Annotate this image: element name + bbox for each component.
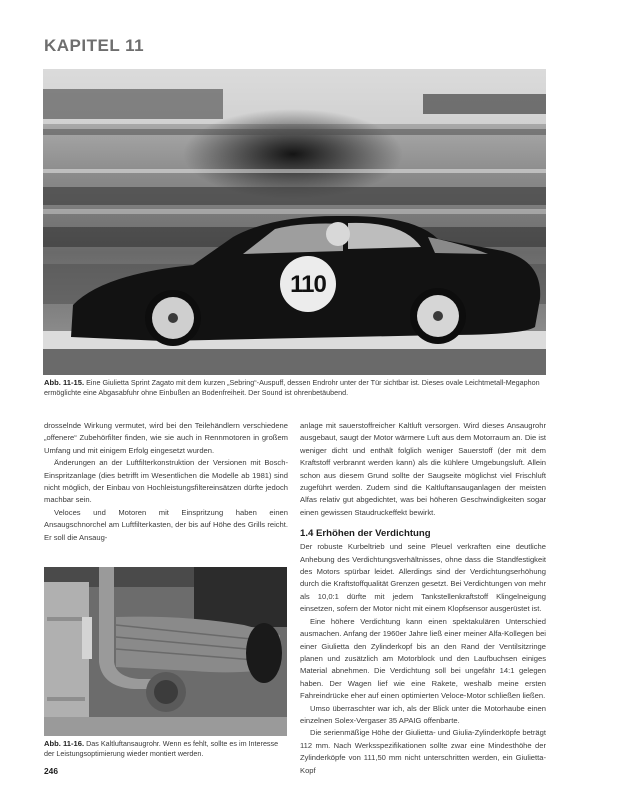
- paragraph: anlage mit sauerstoffreicher Kaltluft versorgen. Wird dieses Ansaugrohr ausgebaut, saugt der Motor wärmere Luft aus dem Motorraum an. Die ist weniger dicht und enthält folglich weniger Sauerstoff (der mit dem Kraftstoff verbrannt werden kann) als die kühlere Umgebungsluft. Allein schon aus diesem Grund sollte der Saugseite möglichst viel Frischluft zugeführt werden. Zudem sind die Kaltluftansauganlagen der meisten Alfas relativ gut abgedichtet, was bei höheren Geschwindigkeiten sogar einen gewissen Staudruckeffekt bewirkt.: [300, 421, 546, 517]
- paragraph: drosselnde Wirkung vermutet, wird bei den Teilehändlern verschiedene „offenere“ Zubehörfilter finden, wie sie auch in Rennmotoren in großem Umfang und mit einigem Erfolg eingesetzt wurden.: [44, 421, 288, 455]
- paragraph: Umso überraschter war ich, als der Blick unter die Motorhaube einen einzelnen Solex-Vergaser 35 APAIG offenbarte.: [300, 703, 546, 725]
- paragraph: Die serienmäßige Höhe der Giulietta- und Giulia-Zylinderköpfe beträgt 112 mm. Nach Werksspezifikationen sollte zwar eine Mindesthöhe der Zylinderköpfe von 111,50 mm nicht unterschritten werden, ein Giulietta-Kopf: [300, 728, 546, 775]
- figure-caption-text: Das Kaltluftansaugrohr. Wenn es fehlt, sollte es im Interesse der Leistungsoptimierung wieder montiert werden.: [44, 739, 279, 758]
- race-number: 110: [290, 271, 326, 298]
- race-car-image: [43, 69, 546, 375]
- section-heading: 1.4 Erhöhen der Verdichtung: [300, 528, 431, 540]
- figure-caption-11-16: [44, 739, 288, 759]
- paragraph: Der robuste Kurbeltrieb und seine Pleuel verkraften eine deutliche Anhebung des Verdichtungsverhältnisses, ohne dass die Standfestigkeit des Motors spürbar leidet. Allerdings sind der Verdichtungserhöhung durch die Kraftstoffqualität Grenzen gesetzt. Bei Verdichtungen von mehr als 10,0:1 dürfte mit jedem Tankstellenkraftstoff Klingelneigung einsetzen, sofern der Motor nicht mit einem Klopfsensor ausgerüstet ist.: [300, 542, 546, 614]
- paragraph: Eine höhere Verdichtung kann einen spektakulären Unterschied ausmachen. Anfang der 1960er Jahre ließ einer meiner Alfa-Kollegen bei einer Giulietta den Zylinderkopf bis an den Rand der Ventilsitzringe planen und zusätzlich am Motorblock und den Laufbuchsen einiges Material abnehmen. Die Verdichtung soll bei ungefähr 14:1 gelegen haben. Der Wagen lief wie eine Rakete, weshalb meine ersten Fahreindrücke eher auf einen optimierten Veloce-Motor schließen ließen.: [300, 616, 546, 701]
- paragraph: Änderungen an der Luftfilterkonstruktion der Versionen mit Bosch-Einspritzanlage (dies betrifft im Wesentlichen die Modelle ab 1981) sind nicht möglich, der Einbau von Hochleistungsfiltereinsätzen dürfte jedoch machbar sein.: [44, 458, 288, 505]
- race-car-photo: [43, 69, 546, 375]
- paragraph: Veloces und Motoren mit Einspritzung haben einen Ansaugschnorchel am Luftfilterkasten, der bis auf Höhe des Grills reicht. Er soll die Ansaug-: [44, 507, 288, 542]
- air-intake-photo: [44, 567, 287, 736]
- chapter-title: KAPITEL 11: [44, 36, 145, 55]
- figure-label: Abb. 11-16.: [44, 739, 85, 748]
- figure-caption-11-15: [44, 378, 546, 398]
- figure-label: Abb. 11-15.: [44, 378, 85, 387]
- page-number: 246: [44, 766, 58, 776]
- right-text-column: [300, 420, 546, 777]
- left-text-column: [44, 420, 288, 544]
- air-intake-image: [44, 567, 287, 736]
- figure-caption-text: Eine Giulietta Sprint Zagato mit dem kurzen „Sebring“-Auspuff, dessen Endrohr unter der Tür sichtbar ist. Dieses ovale Leichtmetall-Megaphon ermöglichte eine Abgasabfuhr ohne Einbußen an Bodenfreiheit. Der Sound ist ohrenbetäubend.: [44, 378, 540, 397]
